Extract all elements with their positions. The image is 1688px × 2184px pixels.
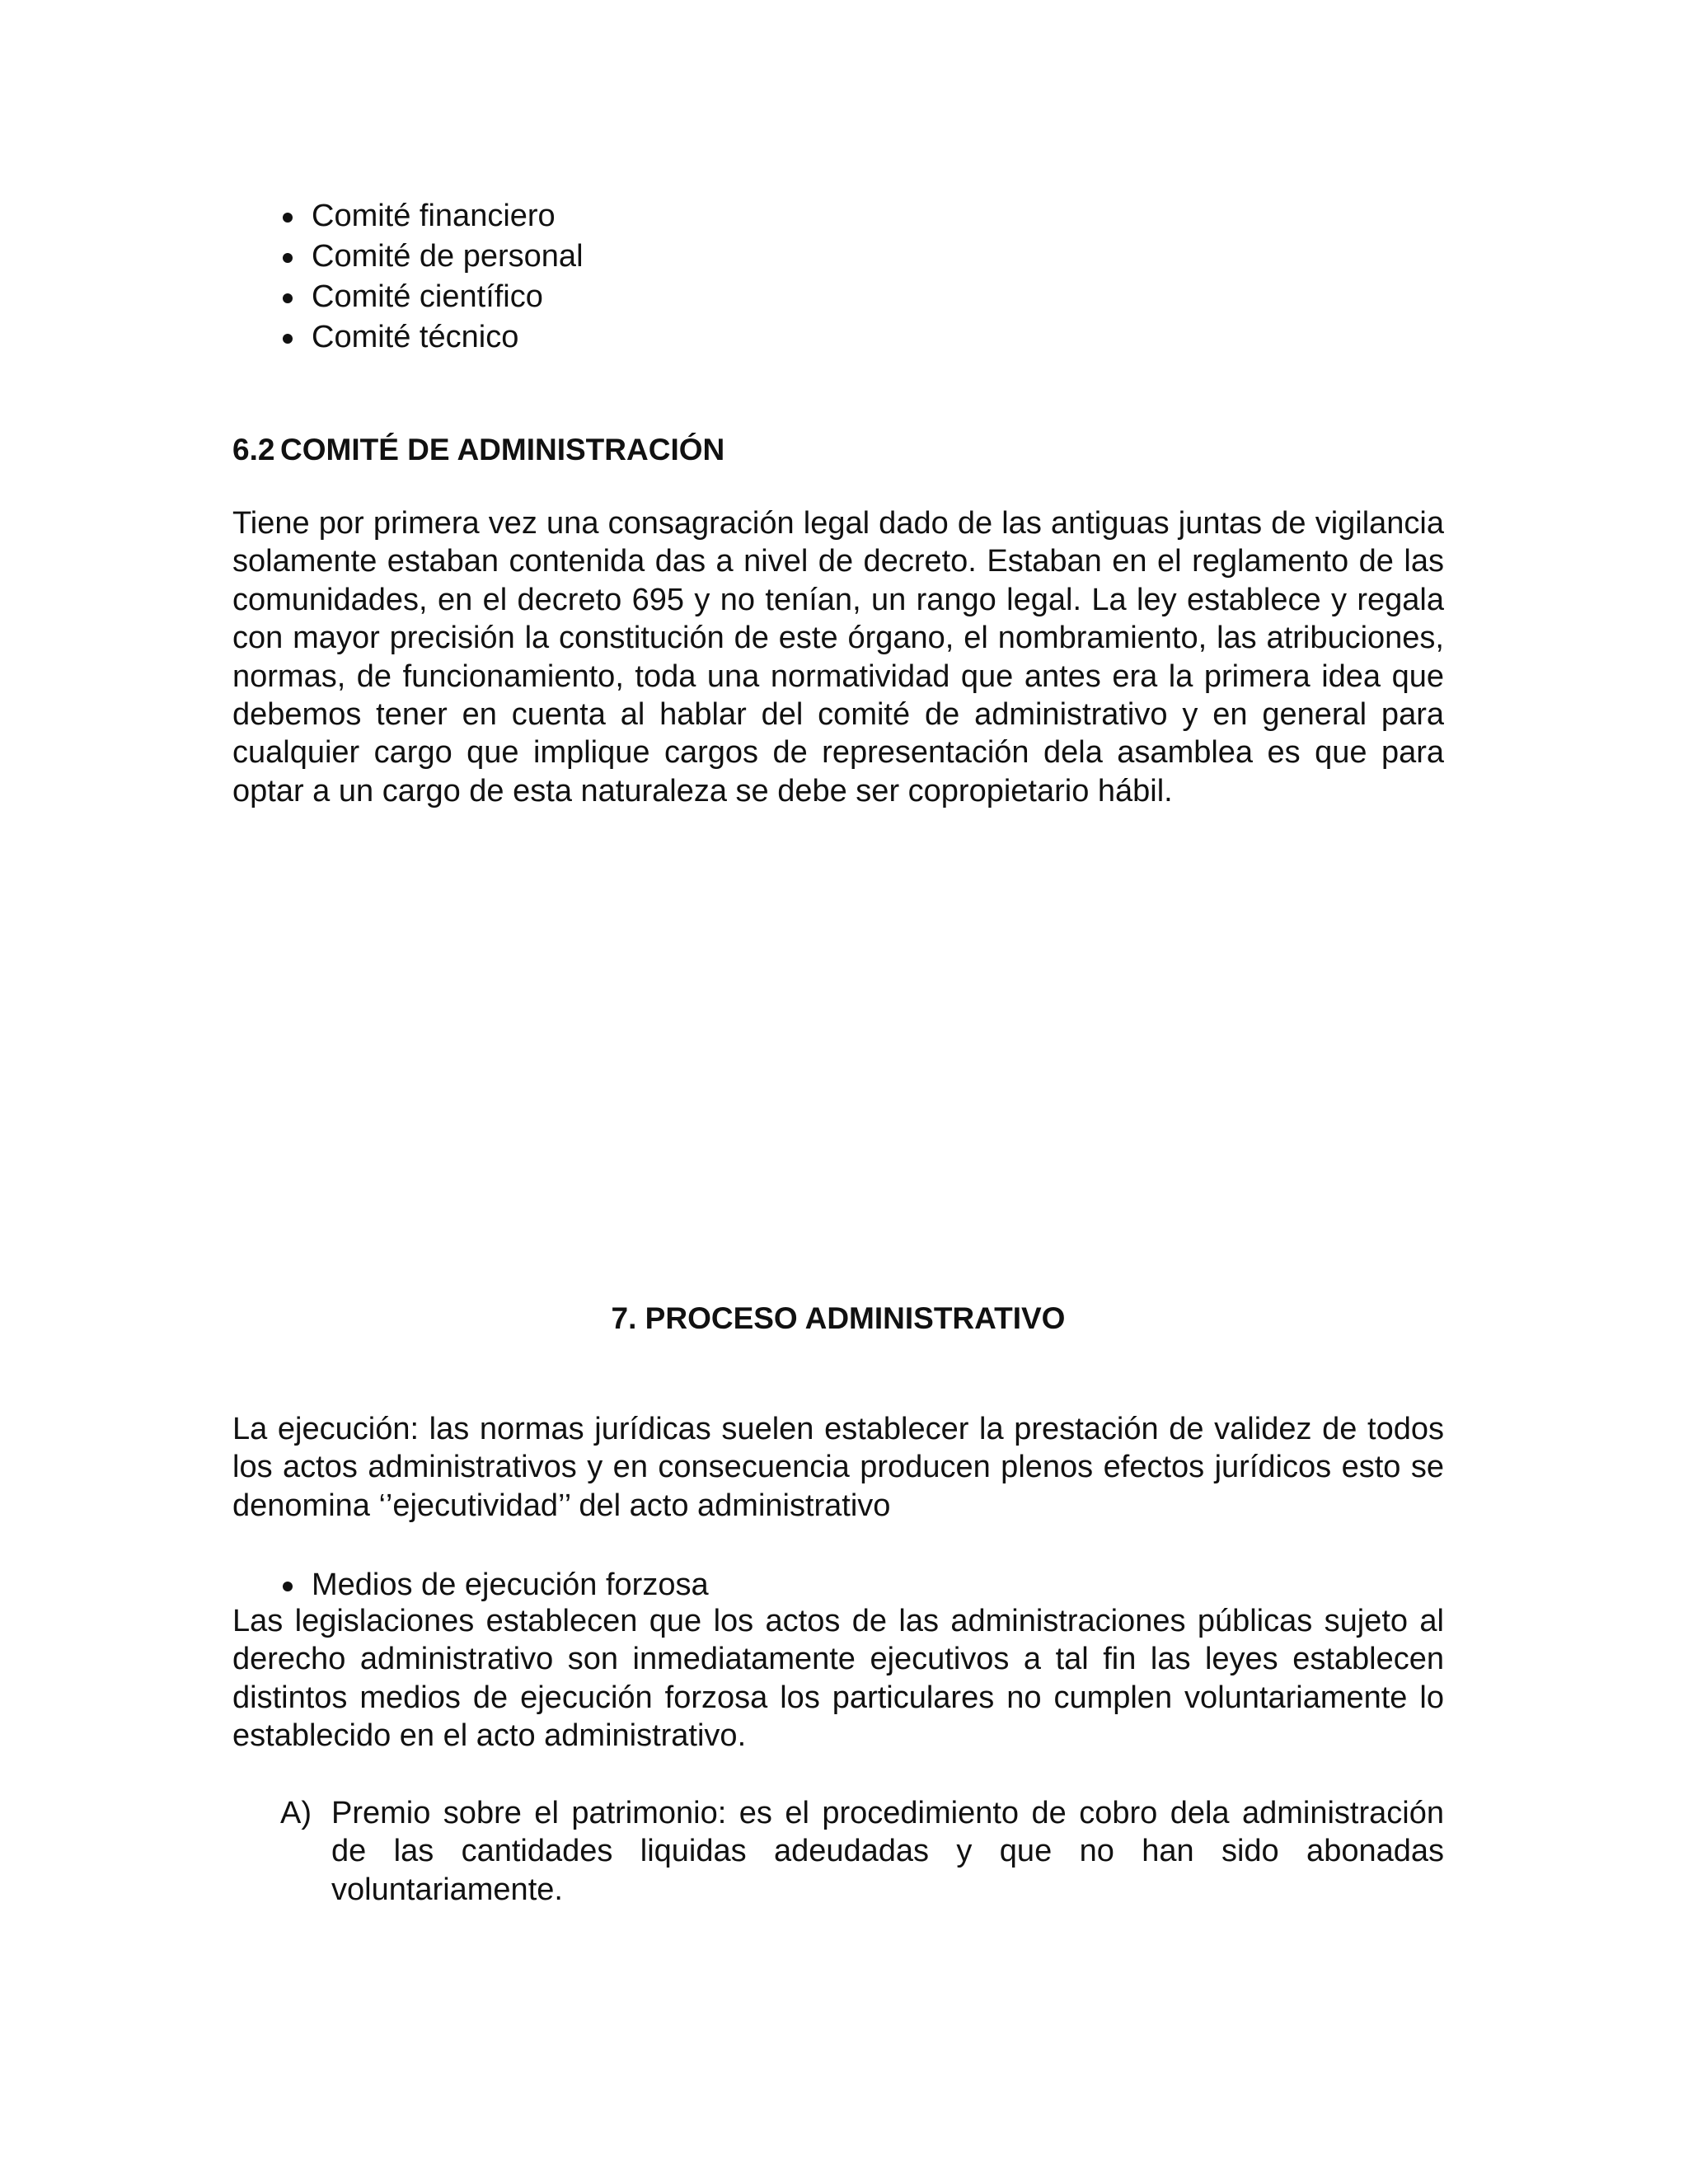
item-marker: A) [280,1796,312,1830]
section-7-heading: 7. PROCESO ADMINISTRATIVO [611,1301,1066,1335]
list-item: Medios de ejecución forzosa [280,1566,709,1604]
list-item: Comité científico [280,277,584,317]
section-number: 6.2 [232,433,275,466]
section-6-2-heading [232,430,724,470]
committee-list [280,196,584,358]
list-item: Comité técnico [280,317,584,358]
section-7-paragraph: La ejecución: las normas jurídicas suelen establecer la prestación de validez de todos los actos administrativos y en consecuencia producen plenos efectos jurídicos esto se denomina ‘’ejecutividad’’ del acto administrativo [232,1412,1444,1523]
item-text: Premio sobre el patrimonio: es el procedimiento de cobro dela administración de las cantidades liquidas adeudadas y que no han sido abonadas voluntariamente. [331,1796,1444,1907]
section-title: COMITÉ DE ADMINISTRACIÓN [280,433,725,466]
list-item: Comité de personal [280,237,584,277]
list-item: Comité financiero [280,196,584,237]
enforcement-list [280,1566,709,1604]
lettered-item-a [280,1794,1444,1909]
section-7-paragraph-2: Las legislaciones establecen que los actos de las administraciones públicas sujeto al derecho administrativo son inmediatamente ejecutivos a tal fin las leyes establecen distintos medios de ejecución forzosa los particulares no cumplen voluntariamente lo establecido en el acto administrativo. [232,1604,1444,1754]
section-6-2-paragraph: Tiene por primera vez una consagración legal dado de las antiguas juntas de vigilancia solamente estaban contenida das a nivel de decreto. Estaban en el reglamento de las comunidades, en el decreto 695 y no tenían, un rango legal. La ley establece y regala con mayor precisión la constitución de este órgano, el nombramiento, las atribuciones, normas, de funcionamiento, toda una normatividad que antes era la primera idea que debemos tener en cuenta al hablar del comité de administrativo y en general para cualquier cargo que implique cargos de representación dela asamblea es que para optar a un cargo de esta naturaleza se debe ser copropietario hábil. [232,506,1444,808]
